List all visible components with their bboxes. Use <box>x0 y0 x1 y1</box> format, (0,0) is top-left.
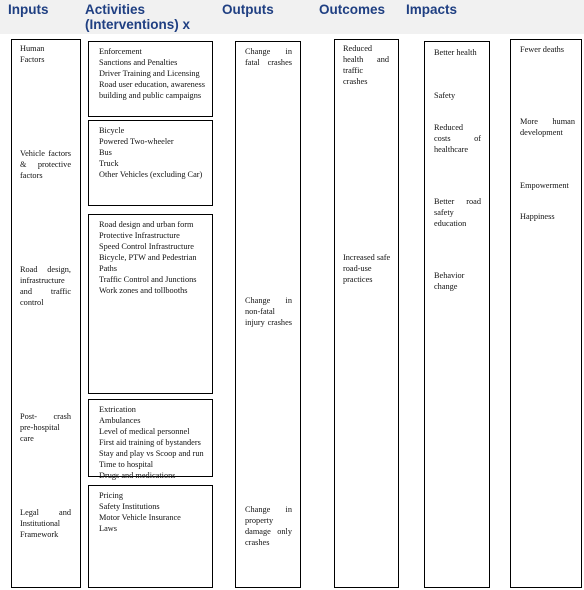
input-post-crash-care: Post- crash pre-hospital care <box>20 412 71 443</box>
impact-safety: Safety <box>434 91 456 100</box>
impacts-column-a <box>424 41 490 588</box>
header-impacts: Impacts <box>406 2 458 17</box>
activities-road-list: Road design and urban form Protective Infrastructure Speed Control Infrastructure Bicycle, PTW and Pedestrian Paths Traffic Control and Junctions Work zones and tollbooths <box>99 220 197 295</box>
output-non-fatal: Change in non-fatal injury crashes <box>245 296 292 327</box>
impact-better-health: Better health <box>434 48 477 57</box>
header-outputs: Outputs <box>222 2 274 17</box>
activities-legal-list: Pricing Safety Institutions Motor Vehicle Insurance Laws <box>99 491 181 533</box>
impact-empowerment: Empowerment <box>520 181 569 190</box>
header-inputs: Inputs <box>8 2 49 17</box>
input-road-design: Road design, infrastructure and traffic control <box>20 265 71 307</box>
activities-box-legal <box>88 485 213 588</box>
header-activities: Activities (Interventions) x <box>85 2 191 32</box>
activities-postcrash-list: Extrication Ambulances Level of medical personnel First aid training of bystanders Stay and play vs Scoop and run Time to hospital Drugs and medications <box>99 405 204 480</box>
output-property-damage: Change in property damage only crashes <box>245 505 292 547</box>
impact-road-safety-education: Better road safety education <box>434 197 481 228</box>
activities-box-vehicle <box>88 120 213 206</box>
impact-happiness: Happiness <box>520 212 555 221</box>
input-vehicle-factors: Vehicle factors & protective factors <box>20 149 71 180</box>
impacts-column-b <box>510 39 582 588</box>
activities-box-postcrash <box>88 399 213 480</box>
inputs-column <box>11 39 81 588</box>
impact-fewer-deaths: Fewer deaths <box>520 45 565 54</box>
impact-reduced-costs: Reduced costs of healthcare <box>434 123 481 154</box>
outcome-safe-practices: Increased safe road-use practices <box>343 253 391 284</box>
activities-box-road <box>88 214 213 394</box>
activities-vehicle-list: Bicycle Powered Two-wheeler Bus Truck Other Vehicles (excluding Car) <box>99 126 203 179</box>
output-fatal: Change in fatal crashes <box>245 47 292 67</box>
impact-behavior-change: Behavior change <box>434 271 465 291</box>
header-outcomes: Outcomes <box>319 2 386 17</box>
impact-human-development: More human development <box>520 117 575 137</box>
outputs-column <box>235 41 301 588</box>
outcomes-column <box>334 39 399 588</box>
activities-box-human <box>88 41 213 117</box>
input-human-factors: Human Factors <box>20 44 45 64</box>
outcome-reduced-crashes: Reduced health and traffic crashes <box>343 44 389 86</box>
activities-human-list: Enforcement Sanctions and Penalties Driver Training and Licensing Road user education, awareness building and public campaigns <box>99 47 205 100</box>
input-legal-framework: Legal and Institutional Framework <box>20 508 71 539</box>
